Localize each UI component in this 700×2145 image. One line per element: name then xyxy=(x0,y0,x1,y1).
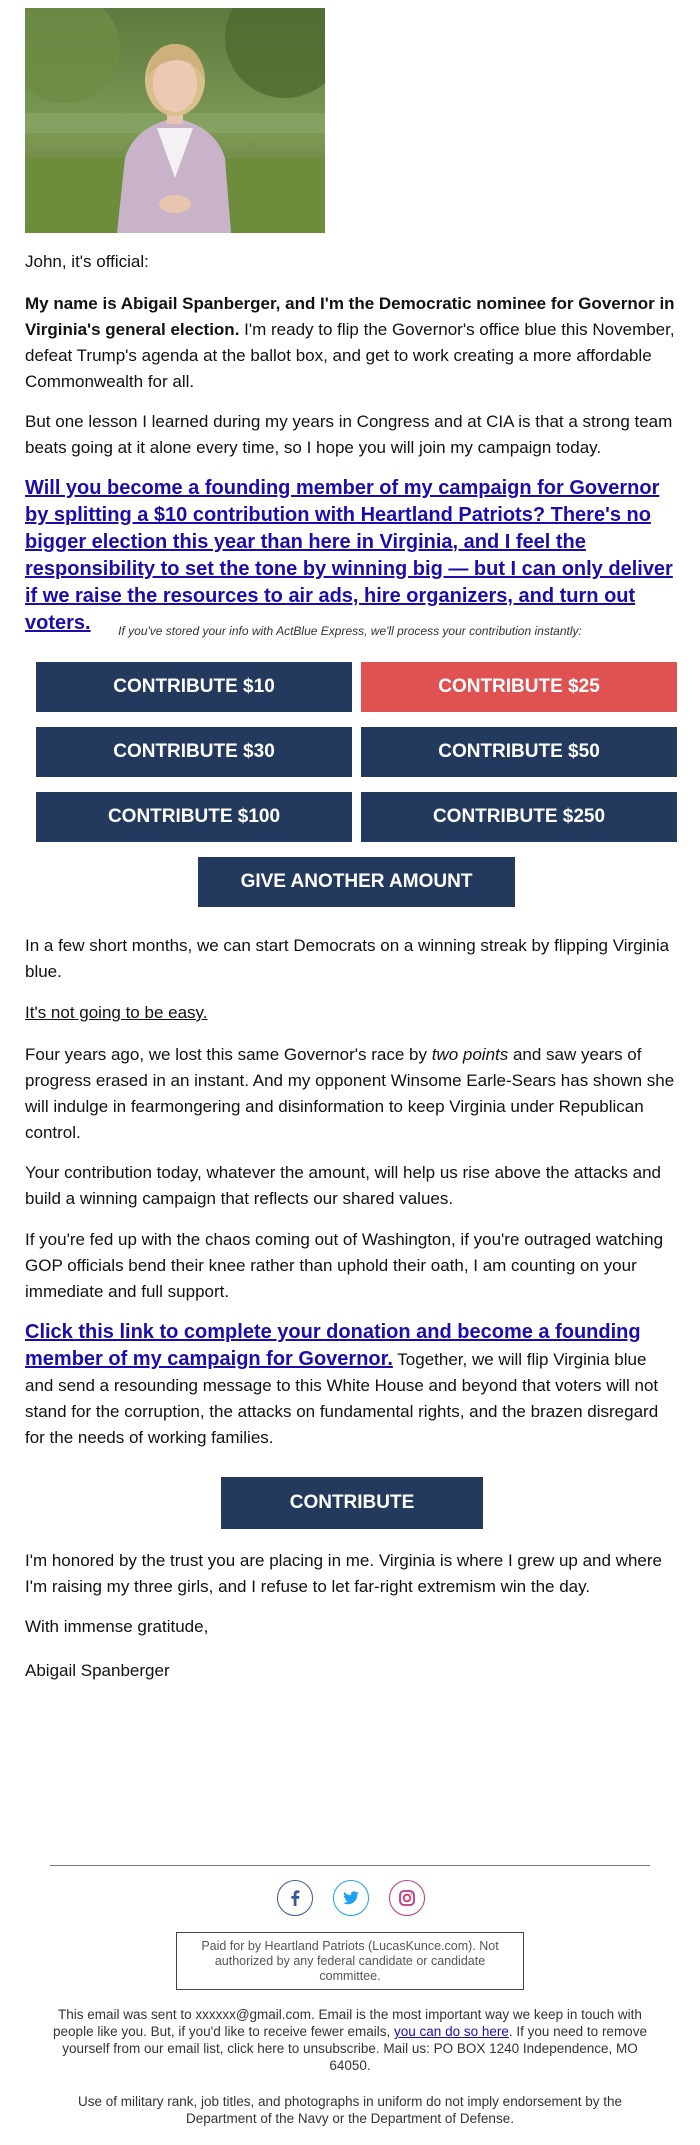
lost-race-a: Four years ago, we lost this same Governor's race by xyxy=(25,1045,432,1064)
contribute-50-button[interactable]: CONTRIBUTE $50 xyxy=(361,727,677,777)
footer-sent-to xyxy=(50,2006,650,2074)
candidate-portrait xyxy=(25,8,325,233)
founding-member-ask-link[interactable] xyxy=(25,475,675,637)
signature: Abigail Spanberger xyxy=(25,1661,170,1680)
intro-bold: My name is Abigail Spanberger, and I'm the Democratic nominee for Governor in Virginia's general election. xyxy=(25,294,675,339)
footer-divider xyxy=(50,1865,650,1866)
sent-to-b: . If you need to remove yourself from our email list, click here to unsubscribe. Mail us: PO BOX 1240 Independence, MO 64050. xyxy=(62,2024,647,2073)
not-easy-line: It's not going to be easy. xyxy=(25,1003,208,1022)
twitter-link[interactable] xyxy=(333,1880,369,1916)
contribute-10-button[interactable]: CONTRIBUTE $10 xyxy=(36,662,352,712)
complete-donation-link[interactable]: Click this link to complete your donation and become a founding member of my campaign for Governor. xyxy=(25,1321,641,1370)
honored-paragraph: I'm honored by the trust you are placing in me. Virginia is where I grew up and where I'm raising my three girls, and I refuse to let far-right extremism win the day. xyxy=(25,1551,662,1596)
greeting: John, it's official: xyxy=(25,252,149,271)
winning-streak-paragraph: In a few short months, we can start Democrats on a winning streak by flipping Virginia blue. xyxy=(25,936,670,981)
donation-link-paragraph xyxy=(25,1319,675,1451)
contribute-25-button[interactable]: CONTRIBUTE $25 xyxy=(361,662,677,712)
facebook-link[interactable] xyxy=(277,1880,313,1916)
ask-link[interactable]: Will you become a founding member of my campaign for Governor by splitting a $10 contribution with Heartland Patriots? There's no bigger election this year than here in Virginia, and I feel the responsibility to set the tone by winning big — but I can only deliver if we raise the resources to air ads, hire organizers, and turn out voters. xyxy=(25,477,673,634)
military-disclaimer: Use of military rank, job titles, and photographs in uniform do not imply endorsement by the Department of the Navy or the Department of Defense. xyxy=(77,2094,623,2126)
lost-race-b: and saw years of progress erased in an instant. And my opponent Winsome Earle-Sears has shown she will indulge in fearmongering and disinformation to keep Virginia under Republican control. xyxy=(25,1045,675,1142)
intro-paragraph xyxy=(25,291,675,395)
fed-up-paragraph: If you're fed up with the chaos coming out of Washington, if you're outraged watching GOP officials bend their knee rather than uphold their oath, I am counting on your immediate and full support. xyxy=(25,1230,664,1301)
fewer-emails-link[interactable]: you can do so here xyxy=(394,2024,509,2039)
contribute-button[interactable]: CONTRIBUTE xyxy=(221,1477,483,1529)
contribution-paragraph: Your contribution today, whatever the amount, will help us rise above the attacks and build a winning campaign that reflects our shared values. xyxy=(25,1163,661,1208)
lost-race-paragraph xyxy=(25,1042,675,1146)
instagram-icon xyxy=(397,1888,417,1908)
give-another-amount-button[interactable]: GIVE ANOTHER AMOUNT xyxy=(198,857,515,907)
signoff: With immense gratitude, xyxy=(25,1617,209,1636)
sent-to-a: This email was sent to xxxxxx@gmail.com. Email is the most important way we keep in touch with people like you. But, if you'd like to receive fewer emails, xyxy=(53,2007,642,2039)
contribute-250-button[interactable]: CONTRIBUTE $250 xyxy=(361,792,677,842)
instagram-link[interactable] xyxy=(389,1880,425,1916)
intro-rest: I'm ready to flip the Governor's office blue this November, defeat Trump's agenda at the ballot box, and get to work creating a more affordable Commonwealth for all. xyxy=(25,320,675,391)
candidate-photo xyxy=(25,8,325,233)
lost-race-emphasis: two points xyxy=(431,1045,509,1064)
twitter-icon xyxy=(341,1888,361,1908)
contribute-100-button[interactable]: CONTRIBUTE $100 xyxy=(36,792,352,842)
facebook-icon xyxy=(285,1888,305,1908)
paid-for-disclaimer: Paid for by Heartland Patriots (LucasKunce.com). Not authorized by any federal candidate or candidate committee. xyxy=(176,1932,524,1990)
lesson-paragraph: But one lesson I learned during my years in Congress and at CIA is that a strong team beats going at it alone every time, so I hope you will join my campaign today. xyxy=(25,412,673,457)
donation-rest: Together, we will flip Virginia blue and send a resounding message to this White House and beyond that voters will not stand for the corruption, the attacks on fundamental rights, and the brazen disregard for the needs of working families. xyxy=(25,1350,659,1447)
actblue-note: If you've stored your info with ActBlue Express, we'll process your contribution instantly: xyxy=(118,624,582,638)
contribute-30-button[interactable]: CONTRIBUTE $30 xyxy=(36,727,352,777)
